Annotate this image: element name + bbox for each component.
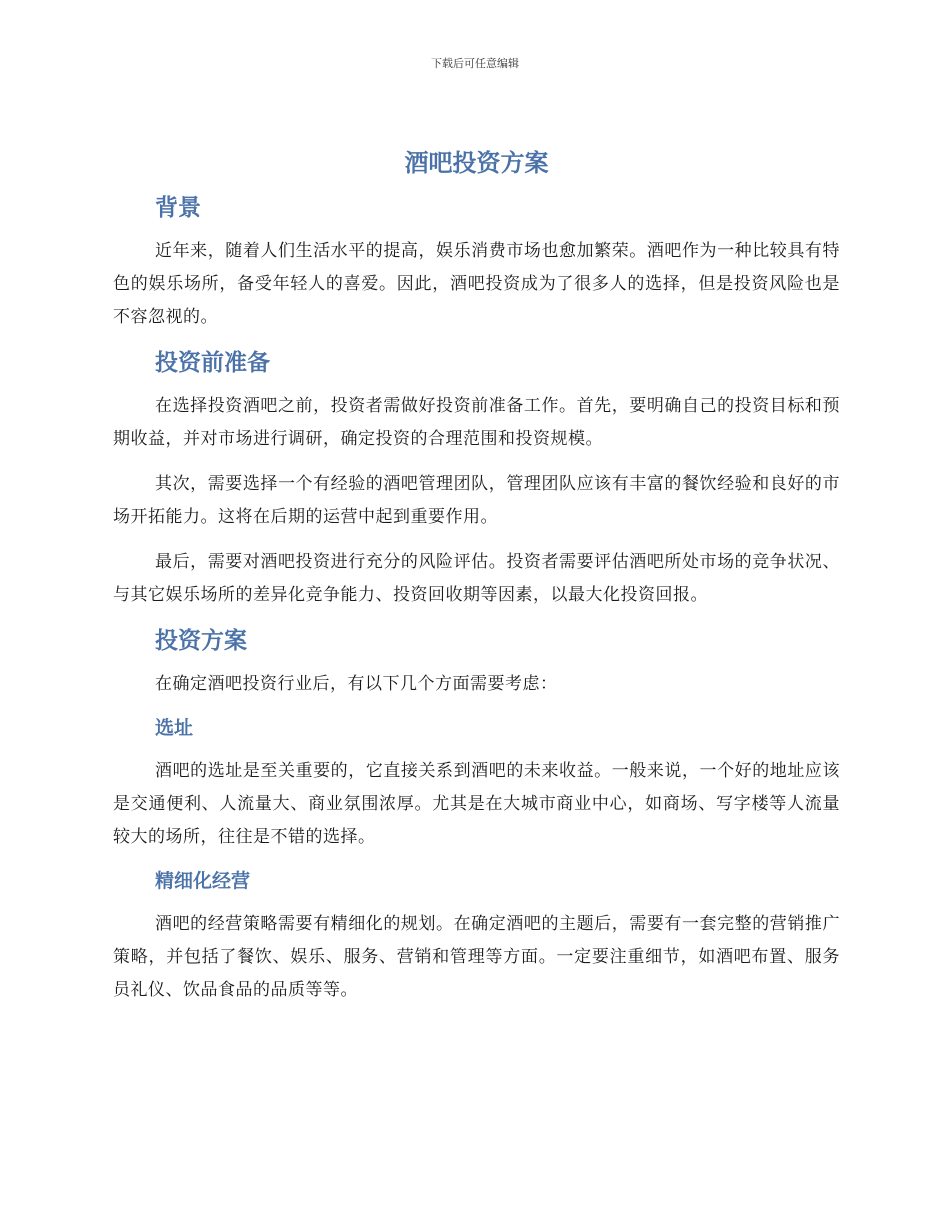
preparation-paragraph-1: 在选择投资酒吧之前，投资者需做好投资前准备工作。首先，要明确自己的投资目标和预期收益，并对市场进行调研，确定投资的合理范围和投资规模。: [113, 396, 840, 449]
page-header-note: 下载后可任意编辑: [431, 57, 519, 70]
document-title: 酒吧投资方案: [404, 149, 549, 177]
section-heading-background: 背景: [155, 195, 201, 221]
subsection-heading-location: 选址: [155, 717, 194, 739]
section-heading-preparation: 投资前准备: [155, 350, 270, 376]
subsection-heading-operation: 精细化经营: [155, 870, 251, 892]
location-paragraph: 酒吧的选址是至关重要的，它直接关系到酒吧的未来收益。一般来说，一个好的地址应该是交通便利、人流量大、商业氛围浓厚。尤其是在大城市商业中心，如商场、写字楼等人流量较大的场所，往往是不错的选择。: [113, 761, 840, 847]
operation-paragraph: 酒吧的经营策略需要有精细化的规划。在确定酒吧的主题后，需要有一套完整的营销推广策略，并包括了餐饮、娱乐、服务、营销和管理等方面。一定要注重细节，如酒吧布置、服务员礼仪、饮品食品的品质等等。: [113, 914, 840, 1000]
preparation-paragraph-3: 最后，需要对酒吧投资进行充分的风险评估。投资者需要评估酒吧所处市场的竞争状况、与其它娱乐场所的差异化竞争能力、投资回收期等因素，以最大化投资回报。: [113, 552, 840, 605]
preparation-paragraph-2: 其次，需要选择一个有经验的酒吧管理团队，管理团队应该有丰富的餐饮经验和良好的市场开拓能力。这将在后期的运营中起到重要作用。: [113, 474, 840, 527]
document-body: [113, 145, 840, 1019]
background-paragraph: 近年来，随着人们生活水平的提高，娱乐消费市场也愈加繁荣。酒吧作为一种比较具有特色的娱乐场所，备受年轻人的喜爱。因此，酒吧投资成为了很多人的选择，但是投资风险也是不容忽视的。: [113, 241, 840, 327]
plan-intro-paragraph: 在确定酒吧投资行业后，有以下几个方面需要考虑：: [155, 674, 558, 694]
section-heading-plan: 投资方案: [155, 628, 247, 654]
